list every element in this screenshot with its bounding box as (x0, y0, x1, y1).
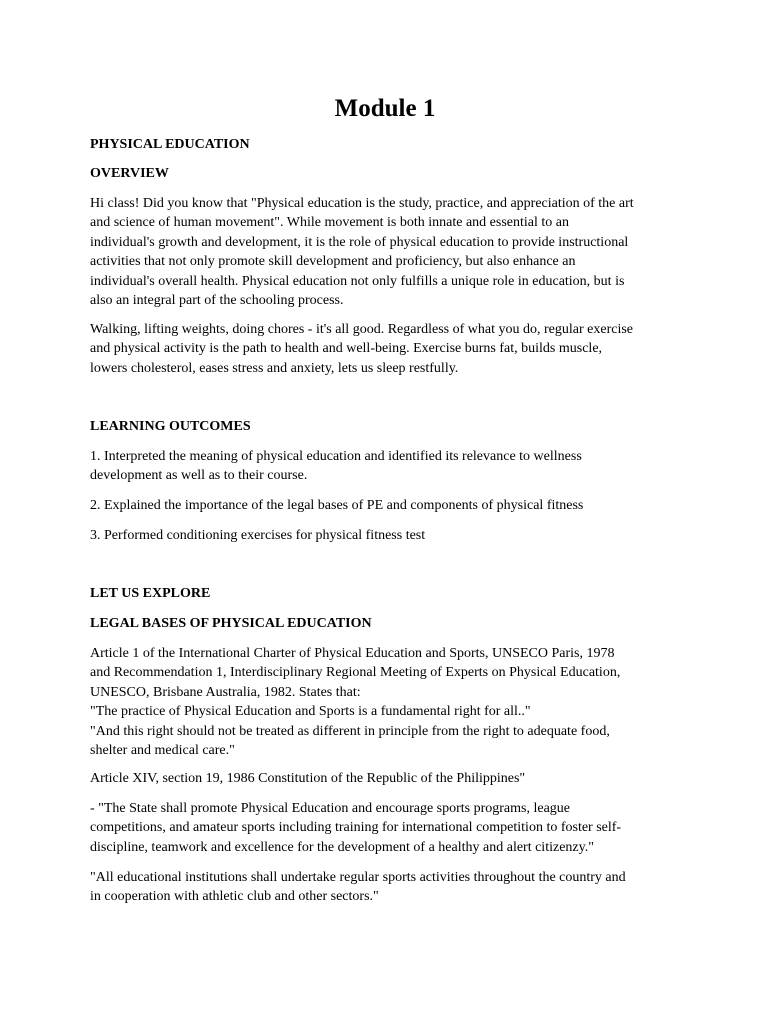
text-line: individual's growth and development, it is the role of physical education to provide instructional (90, 234, 629, 250)
text-line: and Recommendation 1, Interdisciplinary Regional Meeting of Experts on Physical Education, (90, 665, 621, 681)
text-line: Article 1 of the International Charter of Physical Education and Sports, UNSECO Paris, 1978 (90, 646, 615, 661)
learning-outcome-2 (90, 496, 680, 515)
text-line: shelter and medical care." (90, 743, 235, 759)
legal-bases-heading: LEGAL BASES OF PHYSICAL EDUCATION (90, 616, 372, 631)
text-line: - "The State shall promote Physical Education and encourage sports programs, league (90, 801, 571, 816)
text-line: also an integral part of the schooling process. (90, 293, 344, 309)
text-line: 2. Explained the importance of the legal bases of PE and components of physical fitness (90, 498, 584, 513)
text-line: development as well as to their course. (90, 468, 308, 484)
learning-outcomes-heading: LEARNING OUTCOMES (90, 419, 251, 434)
text-line: "And this right should not be treated as different in principle from the right to adequate food, (90, 723, 610, 739)
legal-bases-paragraph-3 (90, 799, 680, 857)
explore-heading: LET US EXPLORE (90, 586, 211, 601)
text-line: 1. Interpreted the meaning of physical education and identified its relevance to wellness (90, 449, 582, 464)
overview-paragraph-1 (90, 194, 680, 310)
text-line: discipline, teamwork and excellence for the development of a healthy and alert citizenzy." (90, 839, 594, 855)
text-line: "The practice of Physical Education and Sports is a fundamental right for all.." (90, 704, 531, 720)
overview-heading: OVERVIEW (90, 166, 169, 181)
text-line: activities that not only promote skill development and proficiency, but also enhance an (90, 254, 576, 270)
legal-bases-paragraph-4 (90, 868, 680, 907)
text-line: UNESCO, Brisbane Australia, 1982. States that: (90, 684, 361, 700)
legal-bases-paragraph-1 (90, 644, 680, 760)
text-line: and science of human movement". While movement is both innate and essential to an (90, 215, 569, 231)
text-line: Walking, lifting weights, doing chores - it's all good. Regardless of what you do, regular exercise (90, 322, 633, 337)
text-line: 3. Performed conditioning exercises for physical fitness test (90, 528, 426, 543)
text-line: and physical activity is the path to health and well-being. Exercise burns fat, builds muscle, (90, 341, 603, 357)
learning-outcome-3 (90, 526, 680, 545)
module-title: Module 1 (334, 95, 436, 122)
learning-outcome-1 (90, 447, 680, 486)
text-line: Hi class! Did you know that "Physical education is the study, practice, and appreciation of the art (90, 196, 634, 211)
text-line: in cooperation with athletic club and other sectors." (90, 889, 379, 905)
text-line: individual's overall health. Physical education not only fulfills a unique role in education, but is (90, 273, 625, 289)
subject-heading: PHYSICAL EDUCATION (90, 137, 250, 152)
text-line: lowers cholesterol, eases stress and anxiety, lets us sleep restfully. (90, 360, 459, 376)
legal-bases-paragraph-2 (90, 769, 680, 788)
text-line: "All educational institutions shall undertake regular sports activities throughout the country and (90, 870, 626, 885)
text-line: competitions, and amateur sports including training for international competition to foster self- (90, 820, 622, 836)
text-line: Article XIV, section 19, 1986 Constitution of the Republic of the Philippines" (90, 771, 526, 786)
overview-paragraph-2 (90, 320, 680, 378)
